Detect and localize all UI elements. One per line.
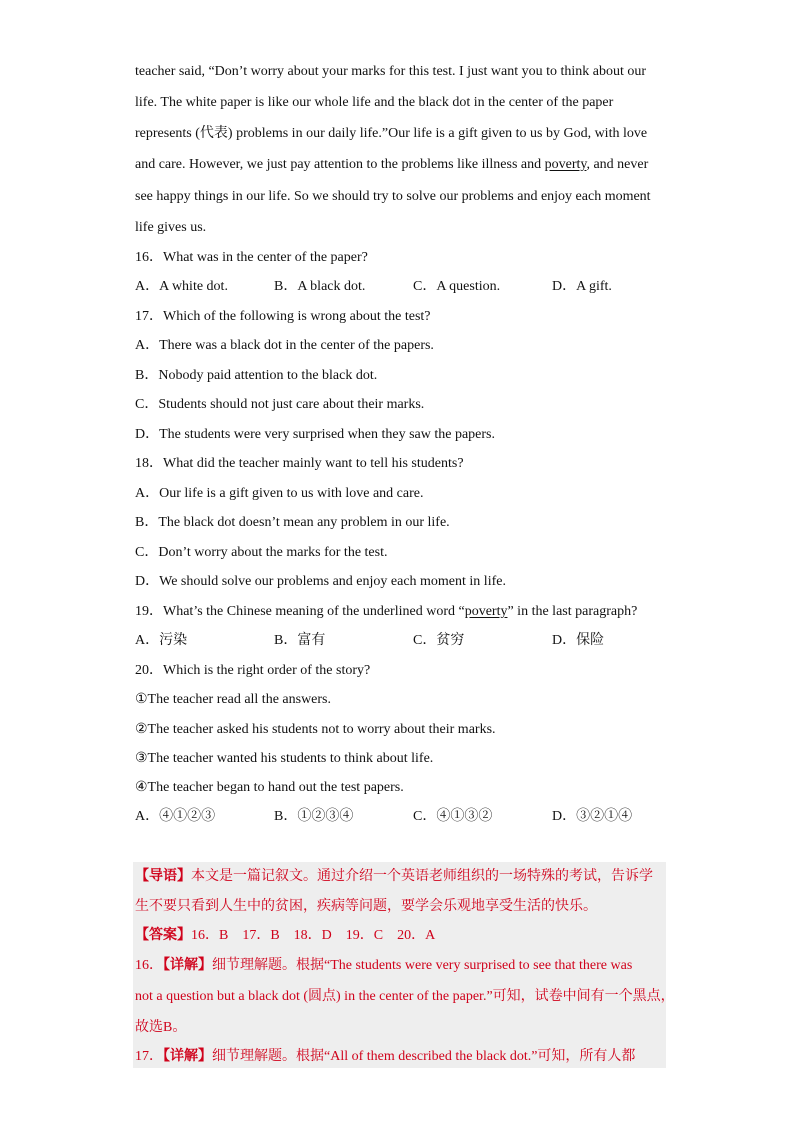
q19-option-c: C．贫穷 [413, 633, 465, 648]
q16-option-b: B．A black dot. [274, 279, 366, 294]
passage-line-3: represents (代表) problems in our daily life.”Our life is a gift given to us by God, with love [135, 126, 648, 141]
q20-option-b: B．①②③④ [274, 809, 354, 824]
q19-underlined-word: poverty [464, 604, 508, 619]
q17-option-b: B．Nobody paid attention to the black dot. [135, 368, 378, 383]
answers-text: 16．B 17．B 18．D 19．C 20．A [191, 928, 436, 943]
underlined-word-poverty: poverty [544, 157, 587, 172]
e17-tag: 【详解】 [163, 1049, 212, 1064]
question-17-stem: 17．Which of the following is wrong about the test? [135, 309, 431, 324]
passage-line-4-text: and care. However, we just pay attention to the problems like illness and [135, 157, 545, 172]
q17-option-a: A．There was a black dot in the center of the papers. [135, 338, 434, 353]
guide-text-1: 本文是一篇记叙文。通过介绍一个英语老师组织的一场特殊的考试，告诉学 [191, 869, 653, 884]
q16-option-c: C．A question. [413, 279, 501, 294]
question-18-stem: 18．What did the teacher mainly want to tell his students? [135, 456, 464, 471]
q20-option-a: A．④①②③ [135, 809, 216, 824]
q20-option-d: D．③②①④ [552, 809, 633, 824]
question-20-options [135, 808, 635, 826]
q19-option-a: A．污染 [135, 633, 188, 648]
q18-option-d: D．We should solve our problems and enjoy each moment in life. [135, 574, 506, 589]
passage-line-2: life. The white paper is like our whole life and the black dot in the center of the paper [135, 95, 614, 110]
q18-option-c: C．Don’t worry about the marks for the test. [135, 545, 388, 560]
explanation-16-line-3: 故选B。 [135, 1020, 187, 1035]
answers-tag: 【答案】 [135, 928, 191, 943]
passage-line-5: see happy things in our life. So we should try to solve our problems and enjoy each moment [135, 189, 651, 204]
q20-event-3: ③The teacher wanted his students to think about life. [135, 751, 434, 766]
explanation-16-line-2: not a question but a black dot (圆点) in the center of the paper.”可知，试卷中间有一个黑点， [135, 989, 675, 1004]
q18-option-a: A．Our life is a gift given to us with love and care. [135, 486, 424, 501]
q19-option-b: B．富有 [274, 633, 326, 648]
question-16-options [135, 278, 635, 296]
q20-option-c: C．④①③② [413, 809, 493, 824]
e17-number: 17． [135, 1049, 163, 1064]
question-20-stem: 20．Which is the right order of the story? [135, 663, 371, 678]
passage-line-1: teacher said, “Don’t worry about your marks for this test. I just want you to think about our [135, 64, 647, 79]
explanation-16-line-1 [135, 957, 632, 975]
e16-text-1: 细节理解题。根据“The students were very surprised to see that there was [212, 958, 633, 973]
passage-line-6: life gives us. [135, 220, 207, 235]
q20-event-2: ②The teacher asked his students not to worry about their marks. [135, 722, 496, 737]
q17-option-d: D．The students were very surprised when they saw the papers. [135, 427, 496, 442]
answers-line [135, 927, 435, 945]
question-19-options [135, 632, 635, 650]
guide-line-1 [135, 868, 653, 886]
q19-stem-text: 19．What’s the Chinese meaning of the underlined word “ [135, 604, 465, 619]
q20-event-1: ①The teacher read all the answers. [135, 692, 332, 707]
q19-option-d: D．保险 [552, 633, 605, 648]
e16-number: 16． [135, 958, 163, 973]
q16-option-a: A．A white dot. [135, 279, 228, 294]
q19-stem-tail: ” in the last paragraph? [507, 604, 638, 619]
e17-text-1: 细节理解题。根据“All of them described the black dot.”可知，所有人都 [212, 1049, 636, 1064]
q20-event-4: ④The teacher began to hand out the test papers. [135, 780, 404, 795]
q17-option-c: C．Students should not just care about their marks. [135, 397, 425, 412]
explanation-17-line-1 [135, 1048, 635, 1066]
question-19-stem [135, 603, 637, 621]
q18-option-b: B．The black dot doesn’t mean any problem in our life. [135, 515, 450, 530]
passage-line-4-tail: , and never [586, 157, 649, 172]
question-16-stem: 16．What was in the center of the paper? [135, 250, 368, 265]
q16-option-d: D．A gift. [552, 279, 612, 294]
passage-line-4 [135, 156, 648, 174]
guide-tag: 【导语】 [135, 869, 191, 884]
e16-tag: 【详解】 [163, 958, 212, 973]
guide-line-2: 生不要只看到人生中的贫困，疾病等问题，要学会乐观地享受生活的快乐。 [135, 899, 597, 914]
